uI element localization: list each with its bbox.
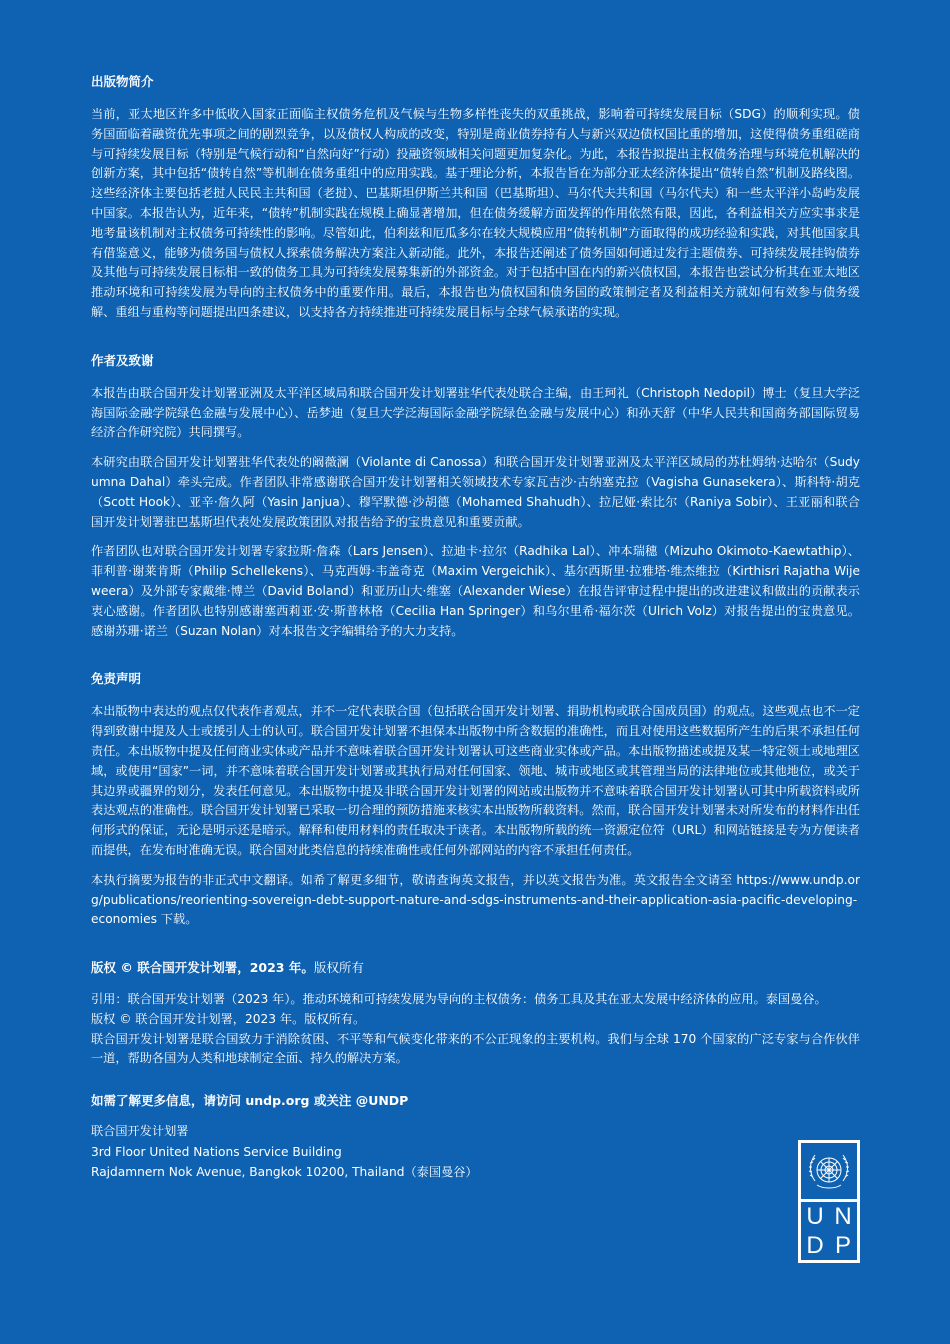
back-cover-content xyxy=(91,72,860,1183)
intro-heading: 出版物简介 xyxy=(91,74,154,89)
logo-letter: U xyxy=(801,1202,829,1231)
contact-address-line: Rajdamnern Nok Avenue, Bangkok 10200, Thailand（泰国曼谷） xyxy=(91,1165,478,1180)
copyright-title xyxy=(91,958,860,978)
authors-heading: 作者及致谢 xyxy=(91,352,154,368)
logo-letter: D xyxy=(801,1231,829,1260)
authors-paragraph: 本研究由联合国开发计划署驻华代表处的阚薇澜（Violante di Canossa）和联合国开发计划署亚洲及太平洋区域局的苏杜姆纳·达哈尔（Sudyumna Dahal）牵头完成。作者团队非常感谢联合国开发计划署相关领域技术专家瓦吉沙·古纳塞克拉（Vagisha Gunasekera）、斯科特·胡克（Scott Hook）、亚辛·詹久阿（Yasin Janjua）、穆罕默德·沙胡德（Mohamed Shahudh）、拉尼娅·索比尔（Raniya Sobir）、王亚丽和联合国开发计划署驻巴基斯坦代表处发展政策团队对报告给予的宝贵意见和重要贡献。 xyxy=(91,455,860,529)
rights-text: 版权 © 联合国开发计划署，2023 年。版权所有。 xyxy=(91,1011,366,1026)
about-undp-text: 联合国开发计划署是联合国致力于消除贫困、不平等和气候变化带来的不公正现象的主要机构。我们与全球 170 个国家的广泛专家与合作伙伴一道，帮助各国为人类和地球制定全面、持久的解决方案。 xyxy=(91,1031,860,1066)
authors-paragraph: 作者团队也对联合国开发计划署专家拉斯·詹森（Lars Jensen）、拉迪卡·拉尔（Radhika Lal）、冲本瑞穗（Mizuho Okimoto-Kaewtathip）、菲利普·谢莱肯斯（Philip Schellekens）、马克西姆·韦盖奇克（Maxim Vergeichik）、基尔西斯里·拉雅塔·维杰维拉（Kirthisri Rajatha Wijeweera）及外部专家戴维·博兰（David Boland）和亚历山大·维塞（Alexander Wiese）在报告评审过程中提出的改进建议和做出的贡献表示衷心感谢。作者团队也特别感谢塞西莉亚·安·斯普林格（Cecilia Han Springer）和乌尔里希·福尔茨（Ulrich Volz）对报告提出的宝贵意见。感谢苏珊·诺兰（Suzan Nolan）对本报告文字编辑给予的大力支持。 xyxy=(91,544,860,638)
logo-letter: N xyxy=(829,1202,857,1231)
section-authors xyxy=(91,351,860,642)
section-disclaimer xyxy=(91,669,860,930)
intro-body: 当前，亚太地区许多中低收入国家正面临主权债务危机及气候与生物多样性丧失的双重挑战，影响着可持续发展目标（SDG）的顺利实现。债务国面临着融资优先事项之间的剧烈竞争，以及债权人构成的改变，特别是商业债券持有人与新兴双边债权国比重的增加，这使得债务重组磋商与可持续发展目标（特别是气候行动和“自然向好”行动）投融资领域相关问题更加复杂化。为此，本报告拟提出主权债务治理与环境危机解决的创新方案，其中包括“债转自然”等机制在债务重组中的应用实践。基于理论分析，本报告旨在为部分亚太经济体提出“债转自然”机制及路线图。这些经济体主要包括老挝人民民主共和国（老挝）、巴基斯坦伊斯兰共和国（巴基斯坦）、马尔代夫共和国（马尔代夫）和一些太平洋小岛屿发展中国家。本报告认为，近年来，“债转”机制实践在规模上确显著增加，但在债务缓解方面发挥的作用依然有限，因此，各利益相关方应实事求是地考量该机制对主权债务可持续性的影响。尽管如此，伯利兹和厄瓜多尔在较大规模应用“债转机制”方面取得的成功经验和实践，对其他国家具有借鉴意义，能够为债务国与债权人探索债务解决方案注入新动能。此外，本报告还阐述了债务国如何通过发行主题债券、可持续发展挂钩债券及其他与可持续发展目标相一致的债务工具为可持续发展募集新的外部资金。对于包括中国在内的新兴债权国，本报告也尝试分析其在亚太地区推动环境和可持续发展为导向的主权债务中的重要作用。最后，本报告也为债权国和债务国的政策制定者及利益相关方就如何有效参与债务缓解、重组与重构等问题提出四条建议，以支持各方持续推进可持续发展目标与全球气候承诺的实现。 xyxy=(91,107,860,319)
disclaimer-paragraph: 本出版物中表达的观点仅代表作者观点，并不一定代表联合国（包括联合国开发计划署、捐助机构或联合国成员国）的观点。这些观点也不一定得到致谢中提及人士或援引人士的认可。联合国开发计划署不担保本出版物中所含数据的准确性，而且对使用这些数据所产生的后果不承担任何责任。本出版物中提及任何商业实体或产品并不意味着联合国开发计划署认可这些商业实体或产品。本出版物描述或提及某一特定领土或地理区域，或使用“国家”一词，并不意味着联合国开发计划署或其执行局对任何国家、领地、城市或地区或其管理当局的法律地位或其他地位，或关于其边界或疆界的划分，发表任何意见。本出版物中提及非联合国开发计划署的网站或出版物并不意味着联合国开发计划署认可其中所载资料或所表达观点的准确性。联合国开发计划署已采取一切合理的预防措施来核实本出版物所载资料。然而，联合国开发计划署未对所发布的材料作出任何形式的保证，无论是明示还是暗示。解释和使用材料的责任取决于读者。本出版物所载的统一资源定位符（URL）和网站链接是专为方便读者而提供，在发布时准确无误。联合国对此类信息的持续准确性或任何外部网站的内容不承担任何责任。 xyxy=(91,704,860,857)
logo-letter: P xyxy=(829,1231,857,1260)
copyright-title-normal: 版权所有 xyxy=(313,960,364,976)
section-contact xyxy=(91,1091,860,1183)
section-copyright xyxy=(91,958,860,1069)
contact-address-line: 3rd Floor United Nations Service Building xyxy=(91,1144,342,1159)
un-emblem-icon xyxy=(801,1143,857,1199)
section-intro xyxy=(91,72,860,323)
disclaimer-heading: 免责声明 xyxy=(91,671,142,687)
authors-paragraph: 本报告由联合国开发计划署亚洲及太平洋区域局和联合国开发计划署驻华代表处联合主编，由王珂礼（Christoph Nedopil）博士（复旦大学泛海国际金融学院绿色金融与发展中心）、岳梦迪（复旦大学泛海国际金融学院绿色金融与发展中心）和孙天舒（中华人民共和国商务部国际贸易经济合作研究院）共同撰写。 xyxy=(91,385,860,440)
copyright-title-bold: 版权 © 联合国开发计划署，2023 年。 xyxy=(91,960,314,976)
citation-text: 引用：联合国开发计划署（2023 年）。推动环境和可持续发展为导向的主权债务：债务工具及其在亚太发展中经济体的应用。泰国曼谷。 xyxy=(91,992,827,1007)
undp-logo xyxy=(798,1140,860,1263)
disclaimer-paragraph: 本执行摘要为报告的非正式中文翻译。如希了解更多细节，敬请查询英文报告，并以英文报告为准。英文报告全文请至 https://www.undp.org/publications/reorienting-sovereign-debt-support-nature-and-sdgs-instruments-and-their-application-asia-pacific-developing-economies 下载。 xyxy=(91,872,860,927)
contact-org: 联合国开发计划署 xyxy=(91,1124,189,1139)
contact-title: 如需了解更多信息，请访问 undp.org 或关注 @UNDP xyxy=(91,1093,409,1109)
